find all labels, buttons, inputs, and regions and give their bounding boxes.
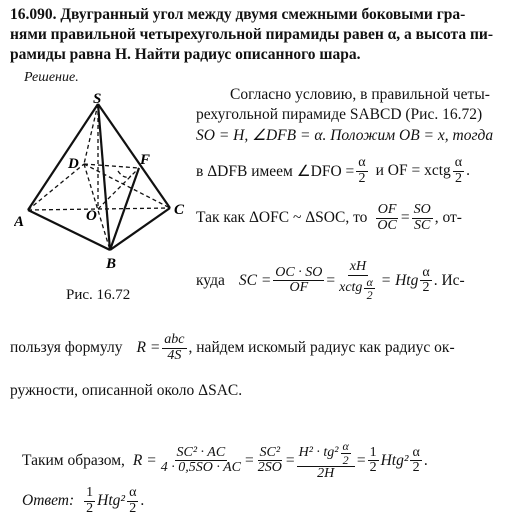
label-a: A [14,214,25,230]
frac-alpha-over-2-c [364,276,374,302]
pyramid-figure [14,92,204,307]
frac-num: xH [349,259,367,274]
p1-line-1: Согласно условию, в правильной четы- [230,86,490,103]
problem-text-1: Двугранный угол между двумя смежными боковыми гра- [60,6,466,23]
frac-num: SC² [259,444,281,460]
pyramid-solid-edges [28,104,170,250]
problem-line-1 [10,6,465,24]
frac-den: 2 [86,500,94,516]
frac-num: α [129,485,137,500]
p3-c: . Ис- [433,271,465,289]
p4-a: пользуя формулу [10,339,123,357]
frac-num: α [422,264,430,280]
frac-den: 2H [317,466,335,482]
problem-number: 16.090. [10,6,57,23]
p1-line-2: рехугольной пирамиде SABCD (Рис. 16.72) [196,106,483,123]
frac-den: 2 [342,452,349,467]
frac-half-answer [84,486,95,516]
frac-num: abc [164,332,185,347]
label-o: O [86,208,97,224]
p2-a: Так как ΔOFC ~ ΔSOC, то [196,209,368,227]
frac-den: 2 [454,170,462,186]
htg2-answer: Htg² [97,492,126,510]
frac-den: 2 [366,288,373,303]
equals: = [356,451,366,469]
frac-r2 [256,446,284,476]
frac-den: OF [289,280,309,296]
equals: = [244,451,254,469]
problem-text-2: нями правильной четырехугольной пирамиды равен α, а высота пи- [10,26,494,43]
h2tg2: H² · tg² [298,444,339,460]
frac-r3 [297,440,355,482]
frac-num: OF [377,202,397,217]
label-d: D [68,156,79,172]
frac-den: OC [377,217,397,233]
p4-line [10,333,455,363]
frac-den: 4 · 0,5SO · AC [160,460,241,476]
frac-den: 2 [369,460,377,476]
frac-ocso-of [273,266,324,296]
solution-label: Решение. [24,70,79,85]
frac-den [337,276,379,302]
problem-text-3: рамиды равна H. Найти радиус описанного шара. [10,46,361,63]
xctg: xctg [339,280,363,296]
p3-a: куда [196,271,225,289]
answer-label: Ответ: [22,492,75,510]
p1-line-4b: и OF = xctg [375,162,451,180]
frac-num: 1 [86,485,94,500]
label-c: C [174,202,185,218]
frac-so-sc [412,203,433,233]
frac-num: α [412,444,420,460]
frac-xh [337,260,379,302]
frac-num: 1 [369,444,377,460]
frac-num: SC² · AC [176,444,226,460]
p1-line-4c: . [466,162,470,180]
frac-den: 2 [358,170,366,186]
frac-num: α [454,155,463,170]
p5-line: ружности, описанной около ΔSAC. [10,382,243,399]
r-eq-2: R = [132,451,157,469]
frac-alpha-over-2-g [127,486,138,516]
p1-line-4a: в ΔDFB имеем ∠DFO = [196,162,355,180]
htg2: Htg² [380,451,409,469]
figure-caption: Рис. 16.72 [66,287,131,303]
frac-den: 4S [167,347,182,363]
p4-b: , найдем искомый радиус как радиус ок- [188,339,455,357]
p1-line-3: SO = H, ∠DFB = α. Положим OB = x, тогда [196,127,494,144]
frac-num: α [342,439,349,453]
p2-b: , от- [434,209,462,227]
frac-alpha-over-2-e [341,440,351,466]
frac-r1 [159,446,243,476]
answer-line [22,486,144,516]
equals: = [326,271,336,289]
frac-alpha-over-2-b [453,156,464,186]
label-b: B [106,256,117,272]
frac-num: OC · SO [275,264,323,280]
frac-num: SO [413,202,431,217]
frac-alpha-over-2 [356,156,367,186]
p6-line [22,440,428,482]
frac-den: 2SO [257,460,282,476]
p3-line [196,260,465,302]
frac-of-oc [375,203,398,233]
p3-b: = Htg [380,271,419,289]
sc-eq: SC = [238,271,272,289]
frac-den: SC [414,217,431,233]
frac-num: α [358,155,366,170]
label-f: F [140,152,151,168]
p2-line [196,203,462,233]
p6-end: . [423,451,428,469]
frac-den: 2 [412,460,420,476]
equals: = [285,451,295,469]
r-eq: R = [136,339,161,357]
equals: = [400,209,410,227]
frac-num: α [366,274,373,289]
frac-half [368,446,379,476]
frac-num [297,440,355,467]
p1-line-4 [196,156,470,186]
p6-a: Таким образом, [22,451,125,469]
frac-abc-4s [162,333,186,363]
frac-den: 2 [129,500,137,516]
frac-alpha-over-2-d [420,266,431,296]
frac-alpha-over-2-f [410,446,421,476]
answer-end: . [140,492,145,510]
label-s: S [93,92,102,107]
frac-den: 2 [422,280,430,296]
